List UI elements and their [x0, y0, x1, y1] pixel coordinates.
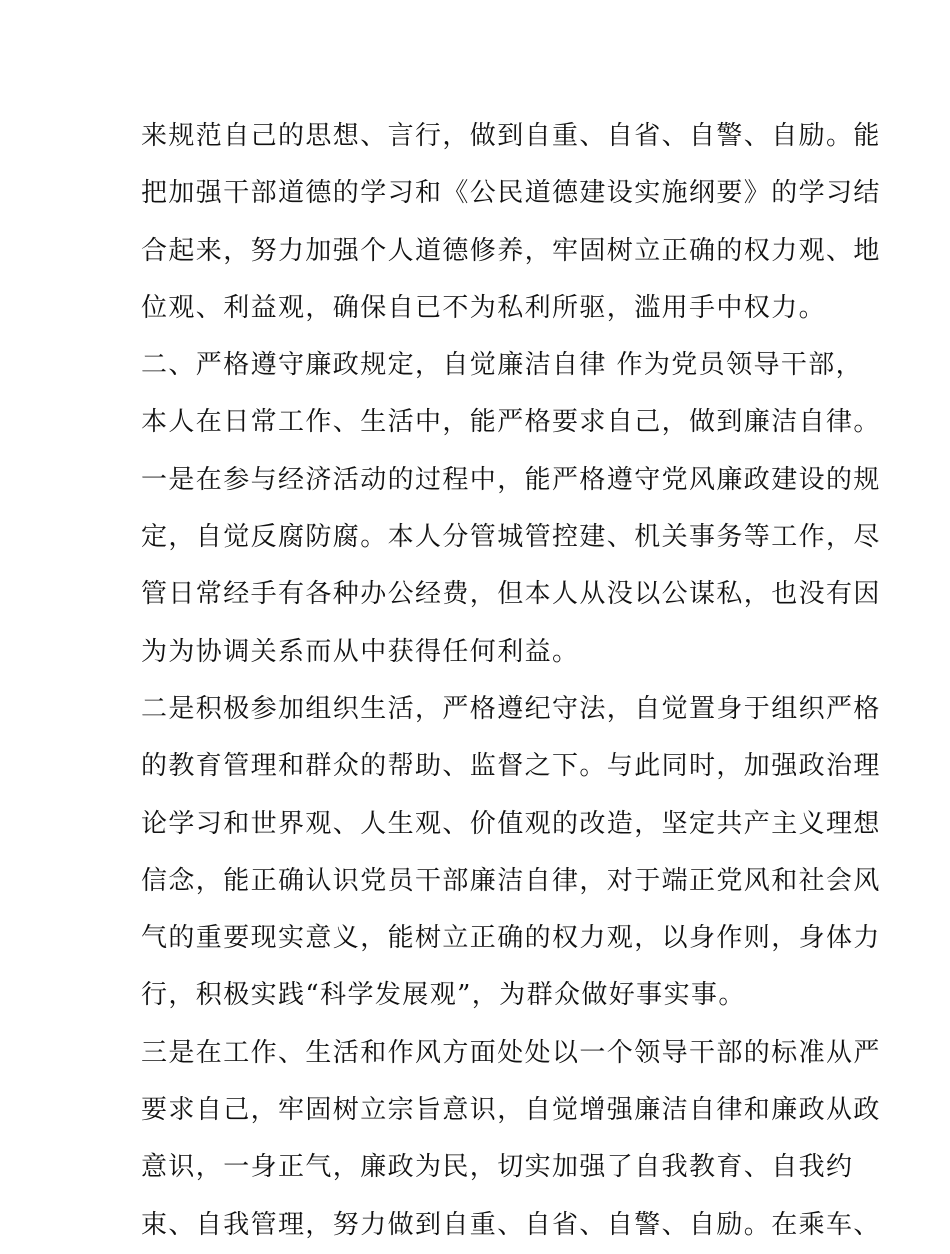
- section-heading-line: 二、严格遵守廉政规定，自觉廉洁自律 作为党员领导干部，: [141, 350, 864, 381]
- text-line: 来规范自己的思想、言行，做到自重、自省、自警、自励。能: [141, 121, 881, 151]
- text-line: 意识，一身正气，廉政为民，切实加强了自我教育、自我约: [141, 1152, 854, 1183]
- text-line: 要求自己，牢固树立宗旨意识，自觉增强廉洁自律和廉政从政: [141, 1095, 881, 1126]
- text-line: 管日常经手有各种办公经费，但本人从没以公谋私，也没有因: [141, 579, 881, 610]
- text-line: 气的重要现实意义，能树立正确的权力观，以身作则，身体力: [141, 923, 881, 954]
- text-line: 的教育管理和群众的帮助、监督之下。与此同时，加强政治理: [141, 751, 881, 782]
- text-line: 位观、利益观，确保自已不为私利所驱，滥用手中权力。: [141, 292, 827, 323]
- text-line: 论学习和世界观、人生观、价值观的改造，坚定共产主义理想: [141, 808, 881, 839]
- text-line: 信念，能正确认识党员干部廉洁自律，对于端正党风和社会风: [141, 865, 881, 896]
- text-line: 三是在工作、生活和作风方面处处以一个领导干部的标准从严: [141, 1037, 881, 1068]
- document-body: [141, 108, 881, 1254]
- text-line: 束、自我管理，努力做到自重、自省、自警、自励。在乘车、: [141, 1209, 881, 1240]
- text-line: 一是在参与经济活动的过程中，能严格遵守党风廉政建设的规: [141, 464, 881, 495]
- text-line: 行，积极实践“科学发展观”，为群众做好事实事。: [141, 980, 746, 1011]
- text-line: 合起来，努力加强个人道德修养，牢固树立正确的权力观、地: [141, 235, 881, 266]
- text-line: 把加强干部道德的学习和《公民道德建设实施纲要》的学习结: [141, 178, 881, 209]
- text-line: 定，自觉反腐防腐。本人分管城管控建、机关事务等工作，尽: [141, 522, 881, 553]
- text-line: 二是积极参加组织生活，严格遵纪守法，自觉置身于组织严格: [141, 693, 881, 724]
- text-line: 为为协调关系而从中获得任何利益。: [141, 636, 580, 667]
- text-line: 本人在日常工作、生活中，能严格要求自己，做到廉洁自律。: [141, 407, 881, 438]
